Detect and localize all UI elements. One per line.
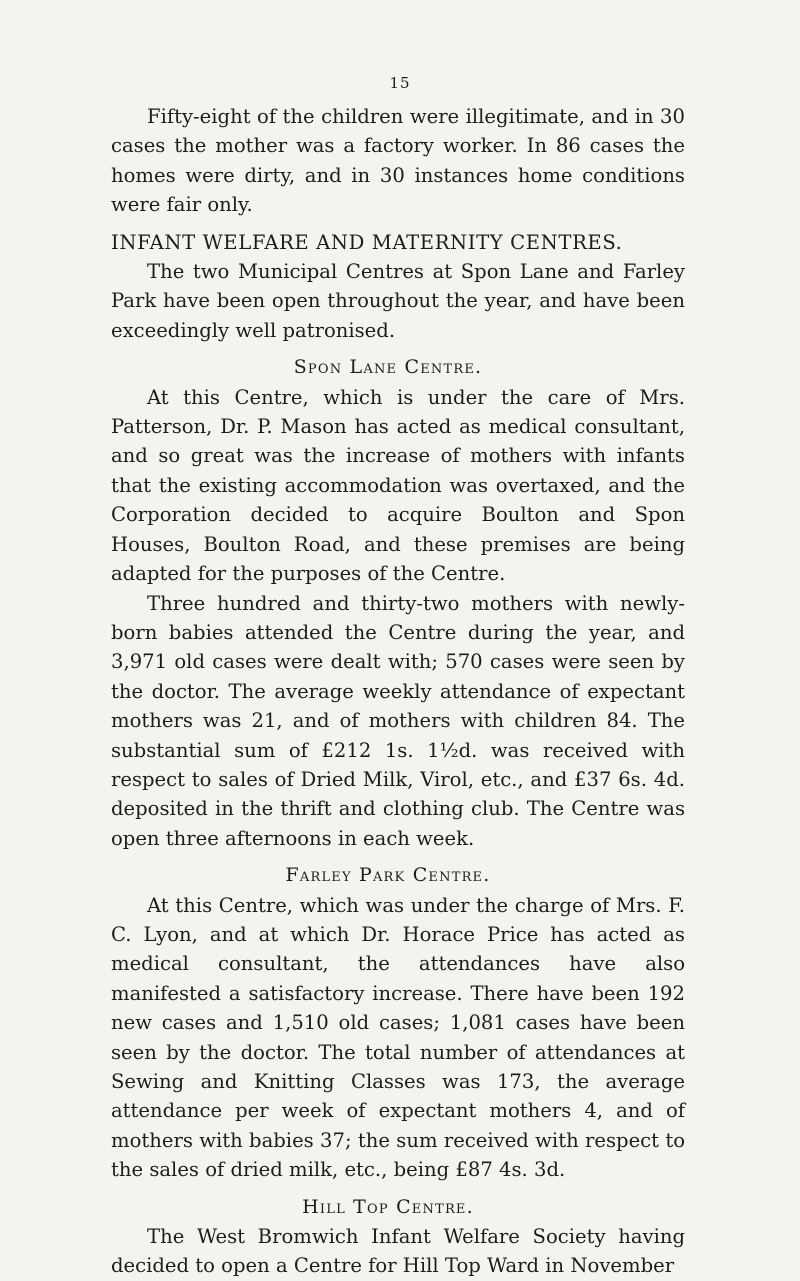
paragraph-spon-lane-care: At this Centre, which is under the care of Mrs. Patterson, Dr. P. Mason has acted as medical consultant, and so great was the increase of mothers with infants that the existing accommodation was overtaxed, and the Corporation decided to acquire Boulton and Spon Houses, Boulton Road, and these premises are being adapted for the purposes of the Centre. [111, 385, 685, 586]
paragraph-spon-lane-attendance: Three hundred and thirty-two mothers with newly-born babies attended the Centre during the year, and 3,971 old cases were dealt with; 570 cases were seen by the doctor. The average weekly attendance of expectant mothers was 21, and of mothers with children 84. The substantial sum of £212 1s. 1½d. was received with respect to sales of Dried Milk, Virol, etc., and £37 6s. 4d. deposited in the thrift and clothing club. The Centre was open three afternoons in each week. [111, 591, 685, 850]
body-text [111, 102, 685, 1281]
page-number: 15 [389, 74, 411, 92]
section-heading-infant-welfare: INFANT WELFARE AND MATERNITY CENTRES. [111, 230, 623, 254]
paragraph-farley-park: At this Centre, which was under the charge of Mrs. F. C. Lyon, and at which Dr. Horace Price has acted as medical consultant, the attendances have also manifested a satisfactory increase. There have been 192 new cases and 1,510 old cases; 1,081 cases have been seen by the doctor. The total number of attendances at Sewing and Knitting Classes was 173, the average attendance per week of expectant mothers 4, and of mothers with babies 37; the sum received with respect to the sales of dried milk, etc., being £87 4s. 3d. [111, 893, 685, 1182]
paragraph-municipal-centres: The two Municipal Centres at Spon Lane and Farley Park have been open throughout the year, and have been exceedingly well patronised. [111, 260, 685, 342]
paragraph-illegitimate-children: Fifty-eight of the children were illegitimate, and in 30 cases the mother was a factory worker. In 86 cases the homes were dirty, and in 30 instances home conditions were fair only. [111, 105, 685, 217]
subheading-farley-park-centre: Farley Park Centre. [285, 864, 491, 887]
subheading-hill-top-centre: Hill Top Centre. [302, 1195, 474, 1218]
subheading-spon-lane-centre: Spon Lane Centre. [293, 356, 483, 379]
paragraph-hill-top: The West Bromwich Infant Welfare Society having decided to open a Centre for Hill Top Ward in November [111, 1225, 685, 1278]
